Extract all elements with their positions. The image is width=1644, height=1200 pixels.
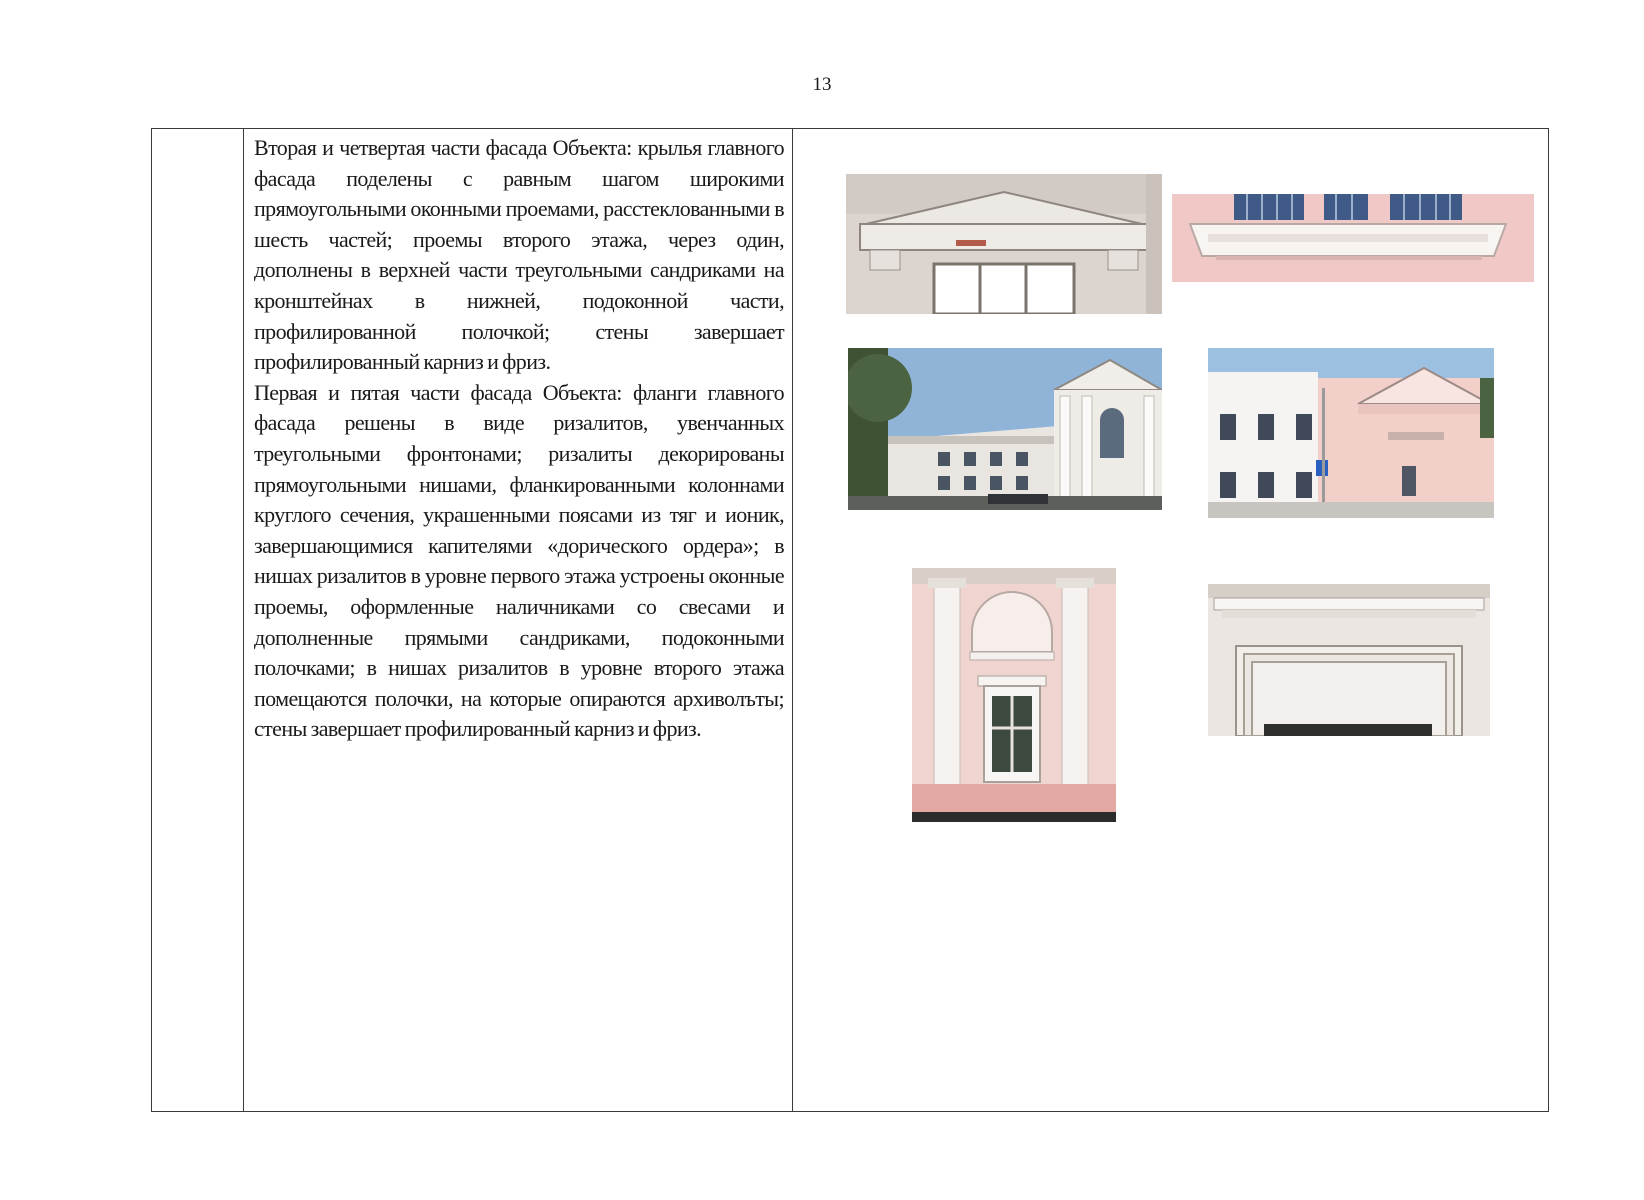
- photo-windowsill-shelf: [1172, 194, 1534, 282]
- column-divider-2: [792, 129, 793, 1111]
- photo-window-pediment: [846, 174, 1162, 314]
- photo-niche-with-columns: [912, 568, 1116, 822]
- photo-cornice-window-trim: [1208, 584, 1490, 736]
- photo-pink-building-pediment: [1208, 348, 1494, 518]
- page-number: 13: [812, 74, 832, 95]
- description-paragraph-2: Первая и пятая части фасада Объекта: фланги главного фасада решены в виде ризалитов, увенчанных треугольными фронтонами; ризалиты декорированы прямоугольными нишами, фланкированными колоннами круглого сечения, украшенными поясами из тяг и ионик, завершающимися капителями «дорического ордера»; в нишах ризалитов в уровне первого этажа устроены оконные проемы, оформленные наличниками со свесами и дополненные прямыми сандриками, подоконными полочками; в нишах ризалитов в уровне второго этажа помещаются полочки, на которые опираются архиволъты; стены завершает профилированный карниз и фриз.: [254, 379, 784, 742]
- photo-building-portico: [848, 348, 1162, 510]
- description-paragraph-1: Вторая и четвертая части фасада Объекта: крылья главного фасада поделены с равным шагом широкими прямоугольными оконными проемами, расстеклованными в шесть частей; проемы второго этажа, через один, дополнены в верхней части треугольными сандриками на кронштейнах в нижней, подоконной части, профилированной полочкой; стены завершает профилированный карниз и фриз.: [254, 135, 784, 375]
- description-cell: [244, 129, 792, 1111]
